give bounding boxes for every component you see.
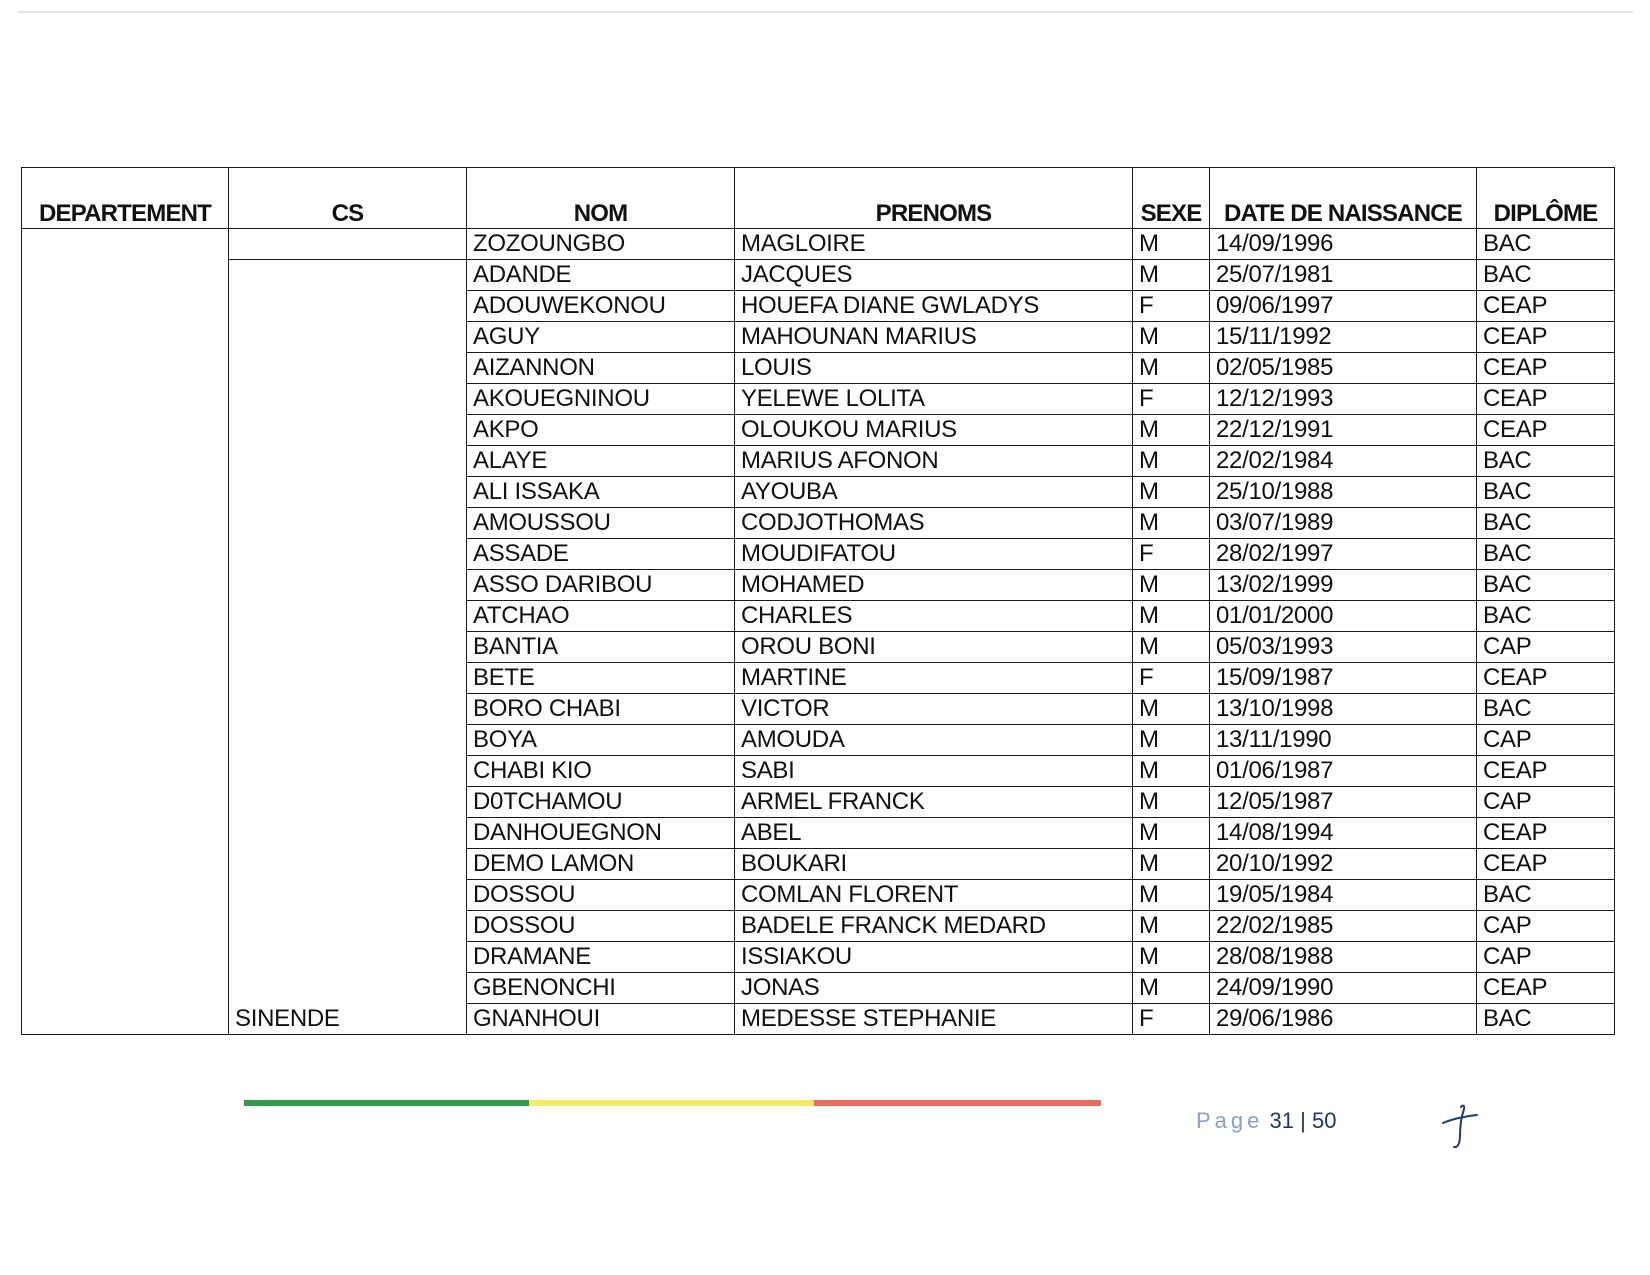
cell-prenoms: MAHOUNAN MARIUS [735,322,1133,353]
cell-date: 22/02/1985 [1210,911,1477,942]
cell-diplome: CAP [1477,632,1615,663]
cell-nom: ADANDE [467,260,735,291]
cell-diplome: CEAP [1477,663,1615,694]
cell-prenoms: VICTOR [735,694,1133,725]
cell-prenoms: COMLAN FLORENT [735,880,1133,911]
top-rule [18,11,1633,13]
cell-date: 24/09/1990 [1210,973,1477,1004]
flag-stripe-yellow [529,1100,814,1106]
cell-date: 09/06/1997 [1210,291,1477,322]
cell-date: 12/12/1993 [1210,384,1477,415]
cell-nom: BOYA [467,725,735,756]
cell-diplome: CEAP [1477,384,1615,415]
cell-sexe: M [1133,725,1210,756]
cell-diplome: CAP [1477,787,1615,818]
cell-diplome: CEAP [1477,973,1615,1004]
cell-diplome: CAP [1477,725,1615,756]
cell-diplome: BAC [1477,1004,1615,1035]
cell-date: 20/10/1992 [1210,849,1477,880]
cell-diplome: BAC [1477,694,1615,725]
personnel-table [21,167,1615,1035]
cell-date: 14/09/1996 [1210,229,1477,260]
cell-sexe: M [1133,570,1210,601]
cell-diplome: BAC [1477,446,1615,477]
cell-sexe: M [1133,973,1210,1004]
cell-date: 22/12/1991 [1210,415,1477,446]
cell-sexe: M [1133,849,1210,880]
cell-nom: ADOUWEKONOU [467,291,735,322]
cell-date: 25/10/1988 [1210,477,1477,508]
cell-sexe: M [1133,818,1210,849]
page-word: Page [1196,1108,1264,1133]
cell-sexe: M [1133,322,1210,353]
cell-prenoms: ABEL [735,818,1133,849]
cell-prenoms: ISSIAKOU [735,942,1133,973]
cell-diplome: CAP [1477,942,1615,973]
cell-sexe: M [1133,880,1210,911]
cell-nom: DANHOUEGNON [467,818,735,849]
cell-prenoms: HOUEFA DIANE GWLADYS [735,291,1133,322]
header-row [22,168,1615,229]
cell-diplome: BAC [1477,477,1615,508]
cell-prenoms: MARIUS AFONON [735,446,1133,477]
cell-nom: ASSADE [467,539,735,570]
cell-nom: D0TCHAMOU [467,787,735,818]
cell-sexe: M [1133,756,1210,787]
cell-nom: BORO CHABI [467,694,735,725]
cell-nom: CHABI KIO [467,756,735,787]
cell-prenoms: MARTINE [735,663,1133,694]
cs-cell-group: SINENDE [229,260,467,1035]
cell-nom: ASSO DARIBOU [467,570,735,601]
cell-prenoms: AMOUDA [735,725,1133,756]
cell-sexe: F [1133,384,1210,415]
departement-cell [22,229,229,1035]
cell-nom: BANTIA [467,632,735,663]
cell-nom: GBENONCHI [467,973,735,1004]
cell-date: 13/02/1999 [1210,570,1477,601]
cell-date: 12/05/1987 [1210,787,1477,818]
cell-prenoms: MEDESSE STEPHANIE [735,1004,1133,1035]
cell-sexe: M [1133,260,1210,291]
cell-date: 01/01/2000 [1210,601,1477,632]
cell-nom: DOSSOU [467,880,735,911]
cell-nom: GNANHOUI [467,1004,735,1035]
cell-date: 03/07/1989 [1210,508,1477,539]
cell-prenoms: BOUKARI [735,849,1133,880]
cell-sexe: M [1133,694,1210,725]
cell-nom: ALI ISSAKA [467,477,735,508]
cell-prenoms: AYOUBA [735,477,1133,508]
cell-date: 25/07/1981 [1210,260,1477,291]
cell-sexe: F [1133,539,1210,570]
cell-sexe: M [1133,477,1210,508]
cell-prenoms: MOUDIFATOU [735,539,1133,570]
cell-sexe: M [1133,601,1210,632]
cell-diplome: BAC [1477,260,1615,291]
cell-nom: DRAMANE [467,942,735,973]
cell-date: 01/06/1987 [1210,756,1477,787]
page-current: 31 [1269,1108,1294,1133]
cell-sexe: M [1133,446,1210,477]
cell-prenoms: MOHAMED [735,570,1133,601]
cell-nom: AIZANNON [467,353,735,384]
cell-sexe: M [1133,911,1210,942]
cell-date: 28/02/1997 [1210,539,1477,570]
cell-date: 02/05/1985 [1210,353,1477,384]
cell-diplome: CAP [1477,911,1615,942]
flag-stripe-green [244,1100,529,1106]
cell-prenoms: ARMEL FRANCK [735,787,1133,818]
cell-nom: AKPO [467,415,735,446]
cell-sexe: F [1133,663,1210,694]
cell-nom: DOSSOU [467,911,735,942]
cell-nom: AGUY [467,322,735,353]
cell-diplome: BAC [1477,601,1615,632]
cell-prenoms: CODJOTHOMAS [735,508,1133,539]
cell-diplome: CEAP [1477,291,1615,322]
cell-diplome: BAC [1477,508,1615,539]
cell-diplome: CEAP [1477,322,1615,353]
cell-diplome: BAC [1477,539,1615,570]
cell-date: 29/06/1986 [1210,1004,1477,1035]
cell-nom: ALAYE [467,446,735,477]
cell-date: 15/11/1992 [1210,322,1477,353]
cell-date: 14/08/1994 [1210,818,1477,849]
col-header-departement: DEPARTEMENT [22,168,229,229]
cell-sexe: M [1133,508,1210,539]
page-separator: | [1300,1108,1306,1133]
cell-diplome: BAC [1477,229,1615,260]
cell-sexe: M [1133,787,1210,818]
cell-nom: ATCHAO [467,601,735,632]
cell-prenoms: OLOUKOU MARIUS [735,415,1133,446]
cell-prenoms: JONAS [735,973,1133,1004]
cell-diplome: CEAP [1477,818,1615,849]
col-header-sexe: SEXE [1133,168,1210,229]
cell-diplome: CEAP [1477,415,1615,446]
cell-sexe: M [1133,942,1210,973]
cell-prenoms: JACQUES [735,260,1133,291]
cell-date: 19/05/1984 [1210,880,1477,911]
cell-prenoms: YELEWE LOLITA [735,384,1133,415]
cell-sexe: M [1133,353,1210,384]
cell-date: 22/02/1984 [1210,446,1477,477]
cell-prenoms: BADELE FRANCK MEDARD [735,911,1133,942]
cell-nom: AKOUEGNINOU [467,384,735,415]
cell-prenoms: OROU BONI [735,632,1133,663]
cell-diplome: CEAP [1477,756,1615,787]
cell-prenoms: SABI [735,756,1133,787]
cell-date: 05/03/1993 [1210,632,1477,663]
col-header-nom: NOM [467,168,735,229]
cell-diplome: BAC [1477,880,1615,911]
cell-prenoms: LOUIS [735,353,1133,384]
cell-date: 13/10/1998 [1210,694,1477,725]
col-header-cs: CS [229,168,467,229]
cell-prenoms: MAGLOIRE [735,229,1133,260]
cell-diplome: CEAP [1477,353,1615,384]
cell-date: 28/08/1988 [1210,942,1477,973]
cell-prenoms: CHARLES [735,601,1133,632]
cell-date: 13/11/1990 [1210,725,1477,756]
table-row [22,260,1615,291]
cs-cell [229,229,467,260]
table-header [22,168,1615,229]
cell-sexe: M [1133,415,1210,446]
col-header-date: DATE DE NAISSANCE [1210,168,1477,229]
cell-nom: AMOUSSOU [467,508,735,539]
cell-sexe: F [1133,291,1210,322]
cell-nom: BETE [467,663,735,694]
table-row [22,229,1615,260]
cell-sexe: M [1133,632,1210,663]
table-body [22,229,1615,1035]
col-header-diplome: DIPLÔME [1477,168,1615,229]
signature-initial [1440,1103,1480,1151]
page-number [1196,1108,1336,1134]
col-header-prenoms: PRENOMS [735,168,1133,229]
cell-nom: DEMO LAMON [467,849,735,880]
cell-diplome: CEAP [1477,849,1615,880]
cell-diplome: BAC [1477,570,1615,601]
cell-nom: ZOZOUNGBO [467,229,735,260]
cell-sexe: F [1133,1004,1210,1035]
flag-stripe-red [814,1100,1101,1106]
cell-date: 15/09/1987 [1210,663,1477,694]
page-total: 50 [1311,1108,1337,1133]
cell-sexe: M [1133,229,1210,260]
